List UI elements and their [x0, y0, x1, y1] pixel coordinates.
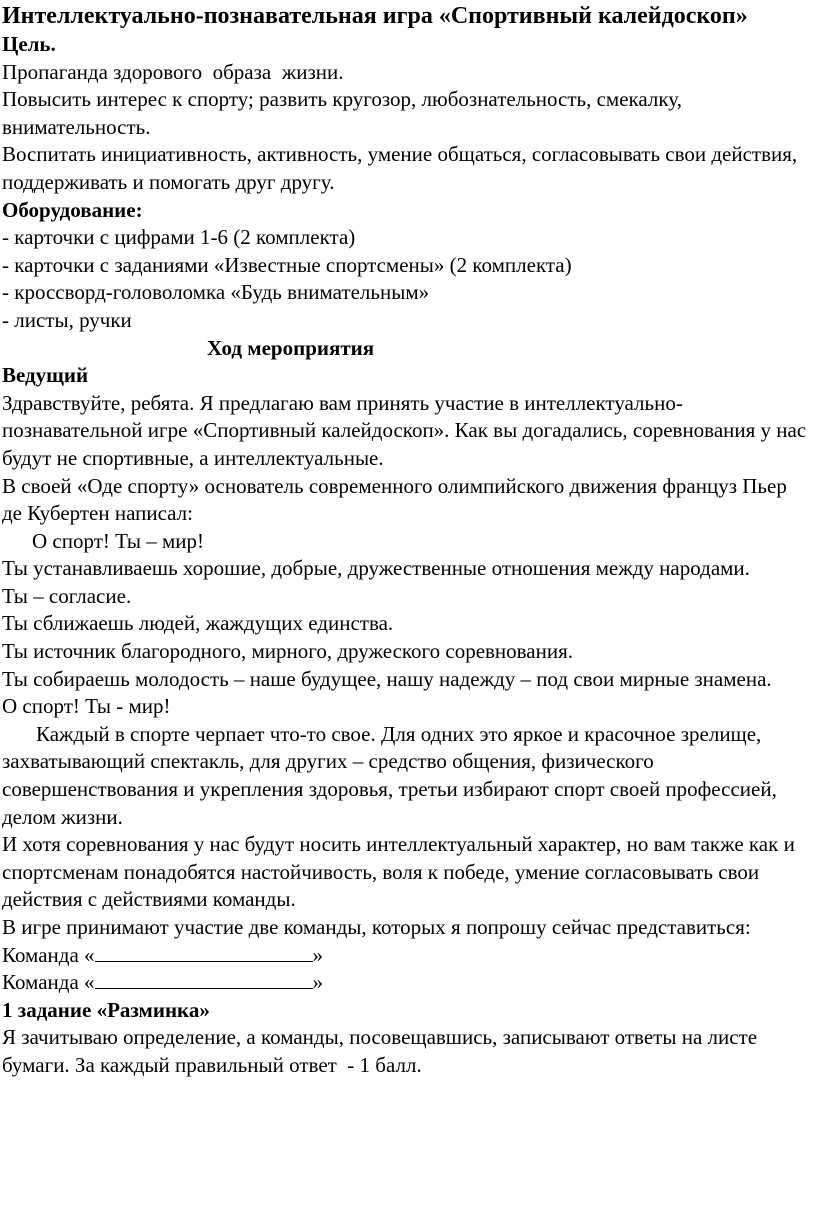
sport-paragraph [2, 721, 812, 831]
team-name-blank[interactable] [95, 970, 313, 989]
ode-line: Ты сближаешь людей, жаждущих единства. [2, 611, 394, 636]
ode-line: О спорт! Ты - мир! [2, 694, 171, 719]
team-name-blank[interactable] [95, 943, 313, 962]
team-close-quote: » [312, 942, 324, 967]
ode-first-line: О спорт! Ты – мир! [32, 528, 205, 553]
document-title: Интеллектуально-познавательная игра «Спортивный калейдоскоп» [2, 3, 748, 29]
host-heading: Ведущий [2, 363, 89, 388]
sport-paragraph-text: Каждый в спорте черпает что-то свое. Для одних это яркое и красочное зрелище, захватывающий спектакль, для других – средство общения, физического совершенствования и укрепления здоровья, третьи избирают спорт своей профессией, делом жизни. [2, 721, 783, 829]
goal-line: Воспитать инициативность, активность, умение общаться, согласовывать свои действия, поддерживать и помогать друг другу. [2, 142, 803, 194]
goal-line: Повысить интерес к спорту; развить кругозор, любознательность, смекалку, внимательность. [2, 87, 688, 139]
team-label: Команда « [2, 942, 95, 967]
equipment-item: - листы, ручки [2, 307, 132, 332]
task1-text: Я зачитываю определение, а команды, посовещавшись, записывают ответы на листе бумаги. За каждый правильный ответ - 1 балл. [2, 1025, 763, 1077]
equipment-item: - кроссворд-головоломка «Будь внимательным» [2, 280, 430, 305]
goal-line: Пропаганда здорового образа жизни. [2, 59, 344, 84]
ode-line: Ты – согласие. [2, 583, 132, 608]
goal-heading: Цель. [2, 32, 56, 56]
equipment-item: - карточки с цифрами 1-6 (2 комплекта) [2, 225, 356, 250]
team-label: Команда « [2, 970, 95, 995]
team-close-quote: » [312, 970, 324, 995]
event-heading: Ход мероприятия [207, 335, 375, 360]
ode-line: Ты источник благородного, мирного, дружеского соревнования. [2, 639, 574, 664]
ode-line: Ты собираешь молодость – наше будущее, нашу надежду – под свои мирные знамена. [2, 666, 772, 691]
team-line-1 [2, 942, 812, 970]
body-paragraph: И хотя соревнования у нас будут носить интеллектуальный характер, но вам также как и спортсменам понадобятся настойчивость, воля к победе, умение согласовывать свои действия с действиями команды. [2, 832, 801, 912]
ode-line: Ты устанавливаешь хорошие, добрые, дружественные отношения между народами. [2, 556, 750, 581]
task1-heading: 1 задание «Разминка» [2, 997, 210, 1022]
intro-paragraph: В своей «Оде спорту» основатель современного олимпийского движения француз Пьер де Кубертен написал: [2, 473, 793, 526]
equipment-heading: Оборудование: [2, 197, 143, 222]
team-line-2 [2, 969, 812, 997]
intro-paragraph: Здравствуйте, ребята. Я предлагаю вам принять участие в интеллектуально-познавательной игре «Спортивный калейдоскоп». Как вы догадались, соревнования у нас будут не спортивные, а интеллектуальные. [2, 390, 812, 470]
equipment-item: - карточки с заданиями «Известные спортсмены» (2 комплекта) [2, 252, 572, 277]
document-page [2, 2, 812, 1080]
body-paragraph: В игре принимают участие две команды, которых я попрошу сейчас представиться: [2, 915, 751, 939]
